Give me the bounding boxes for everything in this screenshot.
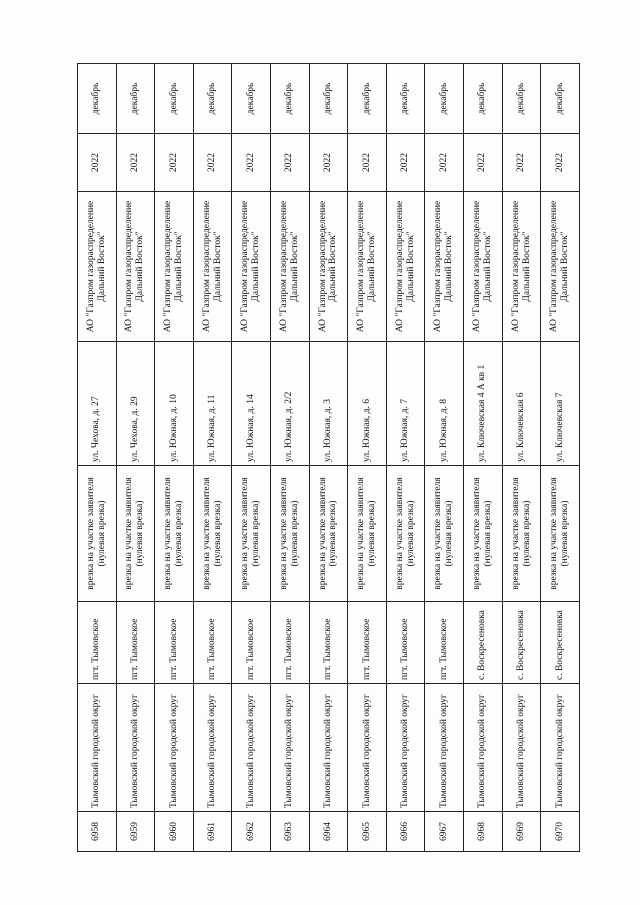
address-cell: ул. Южная, д. 6	[348, 342, 387, 466]
work-type-cell: врезка на участке заявителя (нулевая врезка)	[386, 466, 425, 602]
work-type-cell: врезка на участке заявителя (нулевая врезка)	[425, 466, 464, 602]
month-cell: декабрь	[502, 64, 541, 134]
settlement-cell: пгт. Тымовское	[116, 602, 155, 684]
settlement-cell: пгт. Тымовское	[348, 602, 387, 684]
month-cell: декабрь	[193, 64, 232, 134]
municipality-cell: Тымовский городской округ	[541, 684, 580, 812]
address-cell: ул. Южная, д. 11	[193, 342, 232, 466]
row-number: 6963	[271, 812, 310, 852]
month-cell: декабрь	[78, 64, 117, 134]
year-cell: 2022	[116, 134, 155, 192]
settlement-cell: пгт. Тымовское	[78, 602, 117, 684]
table-row	[386, 64, 425, 852]
municipality-cell: Тымовский городской округ	[464, 684, 503, 812]
row-number: 6968	[464, 812, 503, 852]
address-cell: ул. Южная, д. 10	[155, 342, 194, 466]
table-row	[309, 64, 348, 852]
row-number: 6959	[116, 812, 155, 852]
row-number: 6964	[309, 812, 348, 852]
settlement-cell: пгт. Тымовское	[232, 602, 271, 684]
month-cell: декабрь	[464, 64, 503, 134]
address-cell: ул. Южная, д. 3	[309, 342, 348, 466]
address-cell: ул. Ключевская 4 А кв 1	[464, 342, 503, 466]
work-type-cell: врезка на участке заявителя (нулевая врезка)	[464, 466, 503, 602]
year-cell: 2022	[193, 134, 232, 192]
address-cell: ул. Ключевская 6	[502, 342, 541, 466]
year-cell: 2022	[541, 134, 580, 192]
month-cell: декабрь	[425, 64, 464, 134]
year-cell: 2022	[232, 134, 271, 192]
work-type-cell: врезка на участке заявителя (нулевая врезка)	[155, 466, 194, 602]
row-number: 6960	[155, 812, 194, 852]
work-type-cell: врезка на участке заявителя (нулевая врезка)	[348, 466, 387, 602]
municipality-cell: Тымовский городской округ	[348, 684, 387, 812]
month-cell: декабрь	[386, 64, 425, 134]
organization-cell: АО "Газпром газораспределение Дальний Восток"	[116, 192, 155, 342]
month-cell: декабрь	[309, 64, 348, 134]
month-cell: декабрь	[271, 64, 310, 134]
rotated-table-container	[77, 64, 580, 852]
address-cell: ул. Южная, д. 2/2	[271, 342, 310, 466]
organization-cell: АО "Газпром газораспределение Дальний Восток"	[425, 192, 464, 342]
municipality-cell: Тымовский городской округ	[502, 684, 541, 812]
settlement-cell: с. Воскресеновка	[464, 602, 503, 684]
row-number: 6967	[425, 812, 464, 852]
organization-cell: АО "Газпром газораспределение Дальний Восток"	[271, 192, 310, 342]
year-cell: 2022	[309, 134, 348, 192]
table-row	[464, 64, 503, 852]
settlement-cell: пгт. Тымовское	[309, 602, 348, 684]
table-row	[193, 64, 232, 852]
table-row	[271, 64, 310, 852]
table-row	[78, 64, 117, 852]
organization-cell: АО "Газпром газораспределение Дальний Восток"	[309, 192, 348, 342]
work-type-cell: врезка на участке заявителя (нулевая врезка)	[309, 466, 348, 602]
table-row	[232, 64, 271, 852]
settlement-cell: пгт. Тымовское	[425, 602, 464, 684]
address-cell: ул. Южная, д. 7	[386, 342, 425, 466]
table-row	[116, 64, 155, 852]
row-number: 6966	[386, 812, 425, 852]
organization-cell: АО "Газпром газораспределение Дальний Восток"	[464, 192, 503, 342]
year-cell: 2022	[425, 134, 464, 192]
year-cell: 2022	[502, 134, 541, 192]
municipality-cell: Тымовский городской округ	[386, 684, 425, 812]
work-type-cell: врезка на участке заявителя (нулевая врезка)	[193, 466, 232, 602]
organization-cell: АО "Газпром газораспределение Дальний Восток"	[541, 192, 580, 342]
organization-cell: АО "Газпром газораспределение Дальний Восток"	[502, 192, 541, 342]
work-type-cell: врезка на участке заявителя (нулевая врезка)	[232, 466, 271, 602]
organization-cell: АО "Газпром газораспределение Дальний Восток"	[232, 192, 271, 342]
year-cell: 2022	[271, 134, 310, 192]
municipality-cell: Тымовский городской округ	[116, 684, 155, 812]
settlement-cell: пгт. Тымовское	[193, 602, 232, 684]
work-type-cell: врезка на участке заявителя (нулевая врезка)	[541, 466, 580, 602]
year-cell: 2022	[386, 134, 425, 192]
organization-cell: АО "Газпром газораспределение Дальний Восток"	[155, 192, 194, 342]
settlement-cell: с. Воскресеновка	[541, 602, 580, 684]
month-cell: декабрь	[232, 64, 271, 134]
municipality-cell: Тымовский городской округ	[155, 684, 194, 812]
table-row	[155, 64, 194, 852]
row-number: 6958	[78, 812, 117, 852]
address-cell: ул. Чехова, д. 27	[78, 342, 117, 466]
work-type-cell: врезка на участке заявителя (нулевая врезка)	[78, 466, 117, 602]
year-cell: 2022	[348, 134, 387, 192]
work-type-cell: врезка на участке заявителя (нулевая врезка)	[271, 466, 310, 602]
row-number: 6961	[193, 812, 232, 852]
address-cell: ул. Южная, д. 8	[425, 342, 464, 466]
settlement-cell: пгт. Тымовское	[155, 602, 194, 684]
month-cell: декабрь	[348, 64, 387, 134]
year-cell: 2022	[155, 134, 194, 192]
organization-cell: АО "Газпром газораспределение Дальний Восток"	[193, 192, 232, 342]
settlement-cell: с. Воскресеновка	[502, 602, 541, 684]
municipality-cell: Тымовский городской округ	[78, 684, 117, 812]
month-cell: декабрь	[541, 64, 580, 134]
address-cell: ул. Ключевская 7	[541, 342, 580, 466]
table-row	[502, 64, 541, 852]
year-cell: 2022	[464, 134, 503, 192]
row-number: 6962	[232, 812, 271, 852]
municipality-cell: Тымовский городской округ	[425, 684, 464, 812]
work-type-cell: врезка на участке заявителя (нулевая врезка)	[502, 466, 541, 602]
organization-cell: АО "Газпром газораспределение Дальний Восток"	[78, 192, 117, 342]
municipality-cell: Тымовский городской округ	[193, 684, 232, 812]
address-cell: ул. Чехова, д. 29	[116, 342, 155, 466]
address-cell: ул. Южная, д. 14	[232, 342, 271, 466]
table-row	[348, 64, 387, 852]
settlement-cell: пгт. Тымовское	[386, 602, 425, 684]
table-row	[425, 64, 464, 852]
settlement-cell: пгт. Тымовское	[271, 602, 310, 684]
month-cell: декабрь	[155, 64, 194, 134]
work-type-cell: врезка на участке заявителя (нулевая врезка)	[116, 466, 155, 602]
month-cell: декабрь	[116, 64, 155, 134]
municipality-cell: Тымовский городской округ	[271, 684, 310, 812]
municipality-cell: Тымовский городской округ	[232, 684, 271, 812]
data-table	[77, 63, 580, 852]
row-number: 6969	[502, 812, 541, 852]
row-number: 6965	[348, 812, 387, 852]
organization-cell: АО "Газпром газораспределение Дальний Восток"	[348, 192, 387, 342]
municipality-cell: Тымовский городской округ	[309, 684, 348, 812]
table-row	[541, 64, 580, 852]
organization-cell: АО "Газпром газораспределение Дальний Восток"	[386, 192, 425, 342]
year-cell: 2022	[78, 134, 117, 192]
row-number: 6970	[541, 812, 580, 852]
